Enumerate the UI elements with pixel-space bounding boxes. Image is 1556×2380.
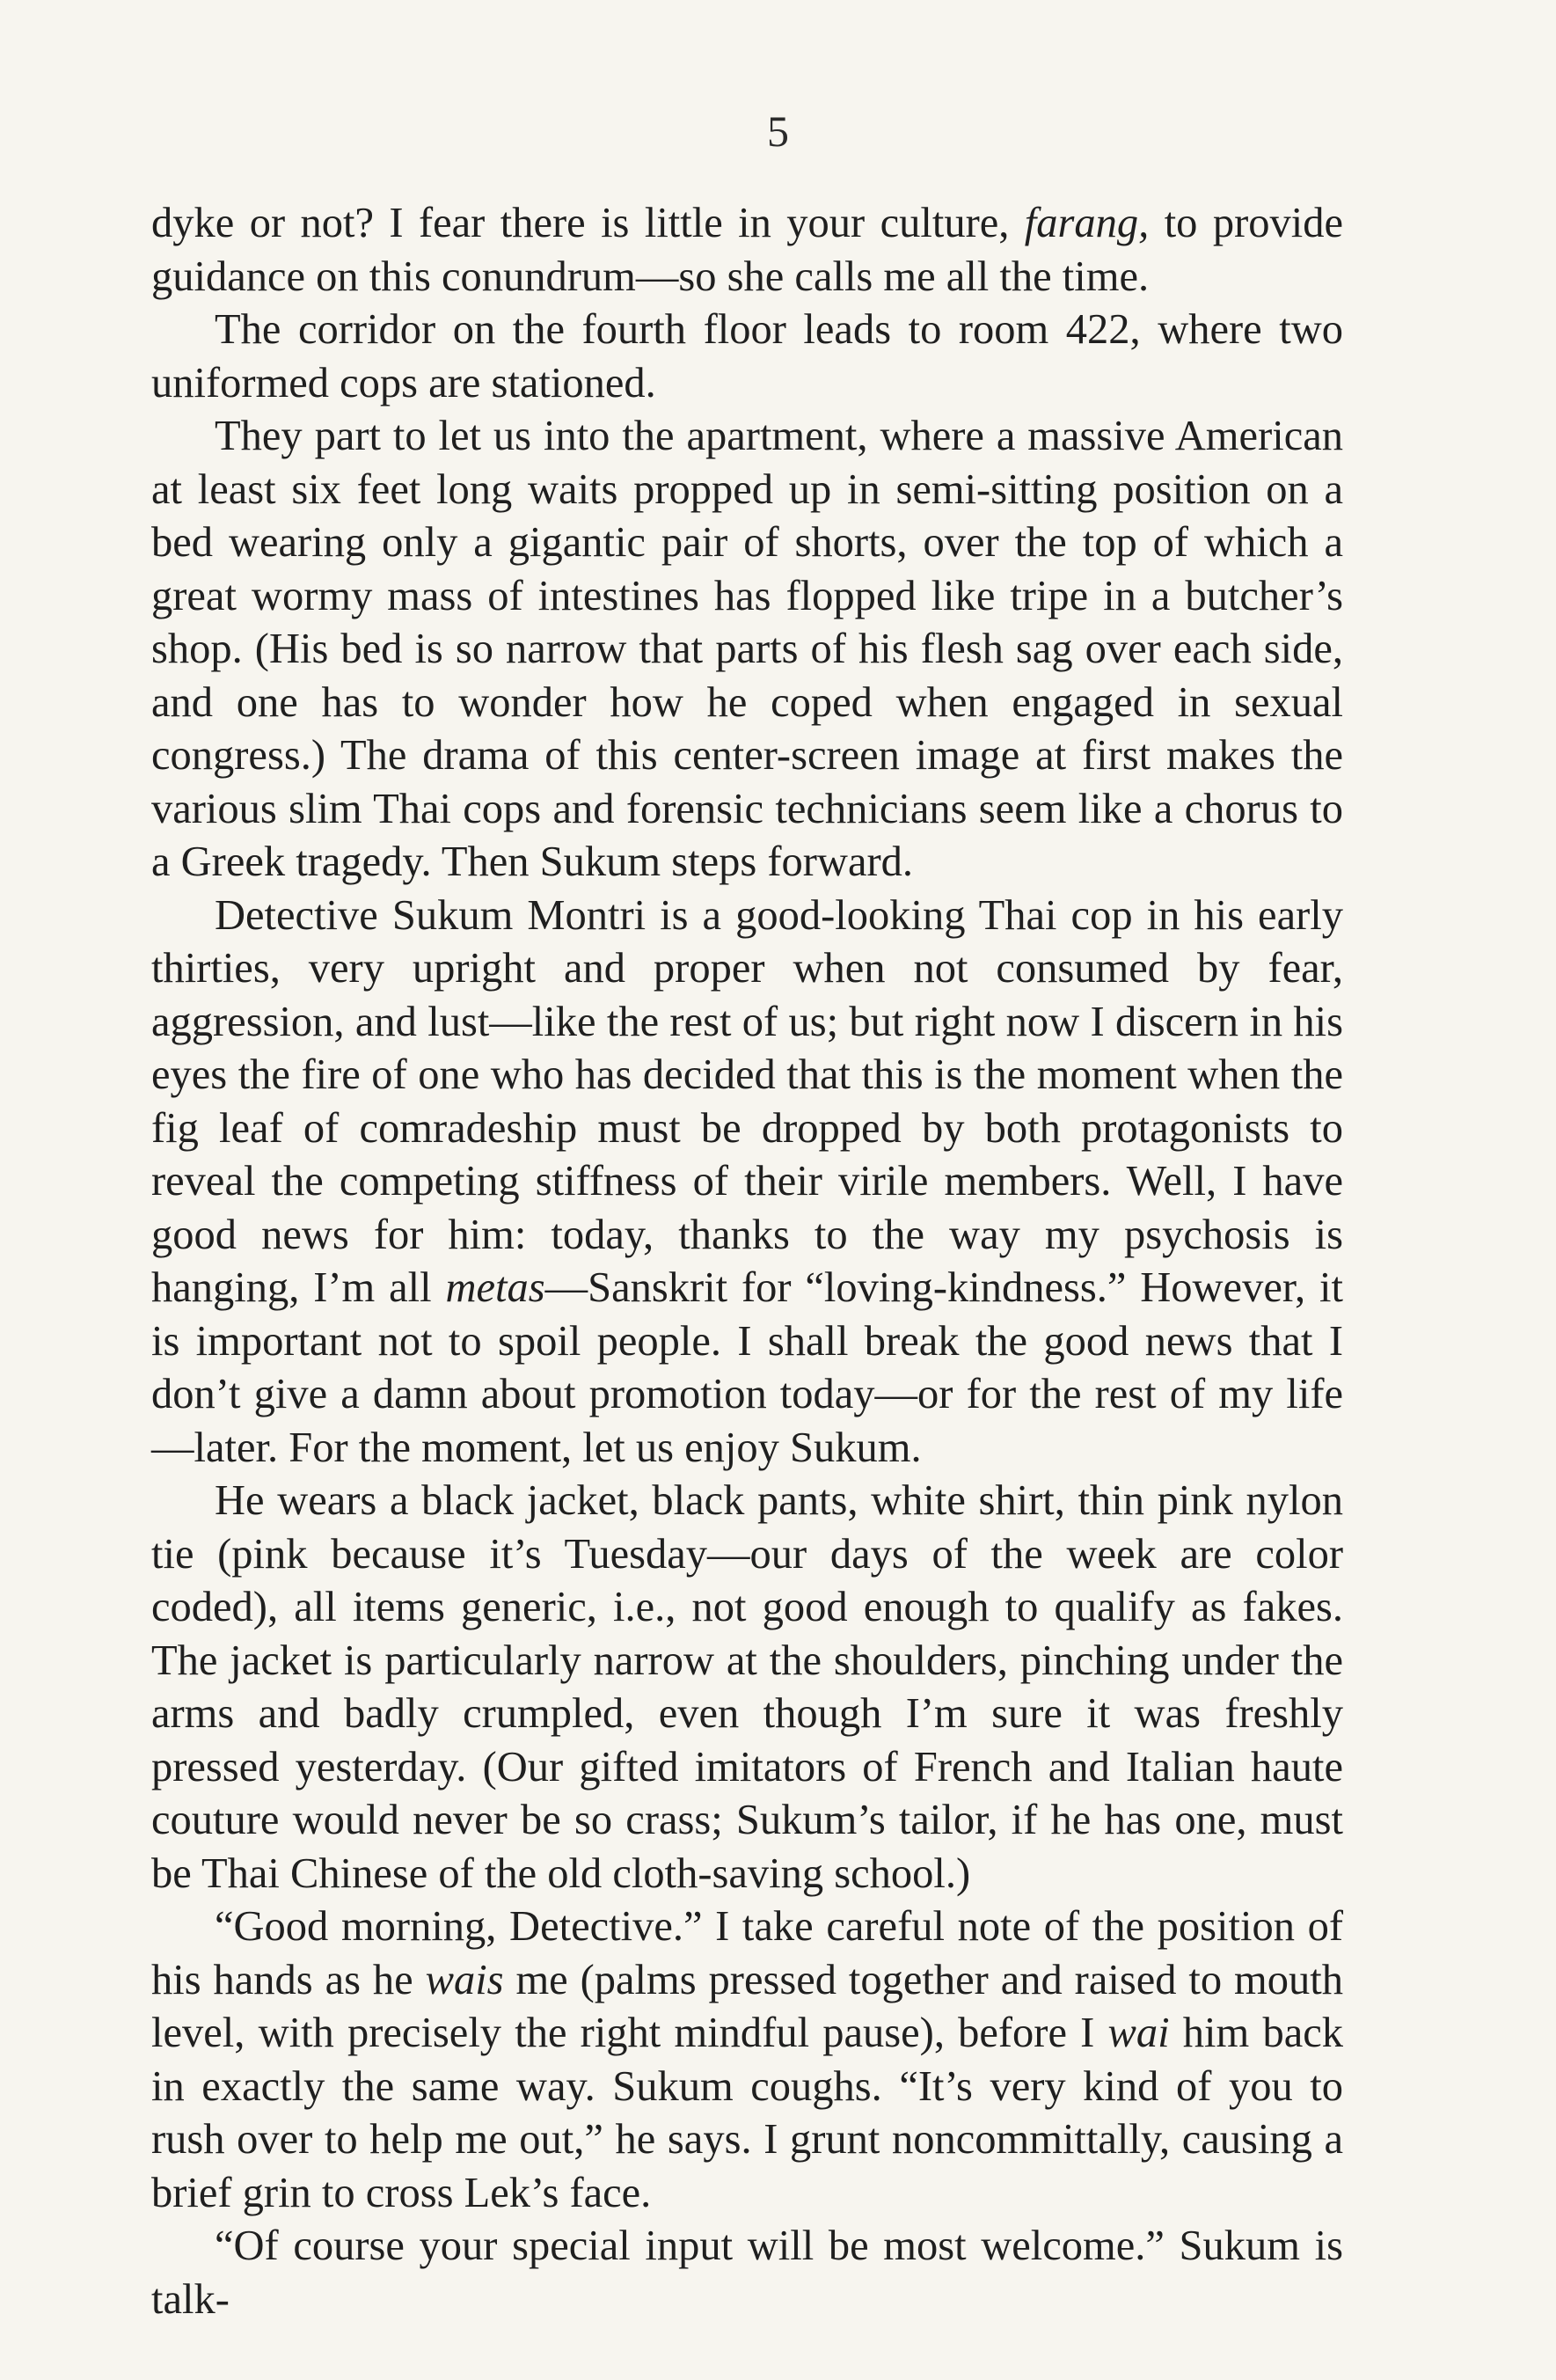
text-run: —Sanskrit for “loving-kindness.” However, it is important not to spoil people. I shall break the good news that I don’t give a damn about promotion today—or for the rest of my life—later. For the moment, let us enjoy Sukum.: [151, 1264, 1343, 1471]
body-text: [151, 197, 1343, 2326]
text-run: He wears a black jacket, black pants, white shirt, thin pink nylon tie (pink because it’s Tuesday—our days of the week are color coded), all items generic, i.e., not good enough to qualify as fakes. The jacket is particularly narrow at the shoulders, pinching under the arms and badly crumpled, even though I’m sure it was freshly pressed yesterday. (Our gifted imitators of French and Italian haute couture would never be so crass; Sukum’s tailor, if he has one, must be Thai Chinese of the old cloth-saving school.): [151, 1477, 1343, 1897]
text-run: him back in exactly the same way. Sukum coughs. “It’s very kind of you to rush over to help me out,” he says. I grunt noncommittally, causing a brief grin to cross Lek’s face.: [151, 2010, 1343, 2216]
paragraph-5: [151, 1475, 1343, 1900]
italic-run: farang,: [1024, 200, 1150, 246]
paragraph-1: [151, 197, 1343, 304]
italic-run: wais: [425, 1956, 504, 2003]
text-run: dyke or not? I fear there is little in your culture,: [151, 200, 1025, 246]
paragraph-3: [151, 410, 1343, 890]
text-run: The corridor on the fourth floor leads to room 422, where two uniformed cops are stationed.: [151, 306, 1343, 406]
italic-run: metas: [445, 1264, 545, 1311]
paragraph-7: [151, 2220, 1343, 2326]
paragraph-2: [151, 304, 1343, 410]
text-run: They part to let us into the apartment, where a massive American at least six feet long waits propped up in semi-sitting position on a bed wearing only a gigantic pair of shorts, over the top of which a great wormy mass of intestines has flopped like tripe in a butcher’s shop. (His bed is so narrow that parts of his flesh sag over each side, and one has to wonder how he coped when engaged in sexual congress.) The drama of this center-screen image at first makes the various slim Thai cops and forensic technicians seem like a chorus to a Greek tragedy. Then Sukum steps forward.: [151, 413, 1343, 885]
text-run: me (palms pressed together and raised to mouth level, with precisely the right mindful pause), before I: [151, 1956, 1343, 2056]
paragraph-6: [151, 1900, 1343, 2220]
text-run: “Of course your special input will be most welcome.” Sukum is talk-: [151, 2223, 1343, 2323]
italic-run: wai: [1107, 2010, 1170, 2056]
paragraph-4: [151, 890, 1343, 1476]
text-run: “Good morning, Detective.” I take careful note of the position of his hands as he: [151, 1903, 1343, 2003]
page-number: 5: [767, 106, 789, 156]
text-run: Detective Sukum Montri is a good-looking Thai cop in his early thirties, very upright and proper when not consumed by fear, aggression, and lust—like the rest of us; but right now I discern in his eyes the fire of one who has decided that this is the moment when the fig leaf of comradeship must be dropped by both protagonists to reveal the competing stiffness of their virile members. Well, I have good news for him: today, thanks to the way my psychosis is hanging, I’m all: [151, 891, 1343, 1311]
text-run: to provide guidance on this conundrum—so she calls me all the time.: [151, 200, 1343, 300]
